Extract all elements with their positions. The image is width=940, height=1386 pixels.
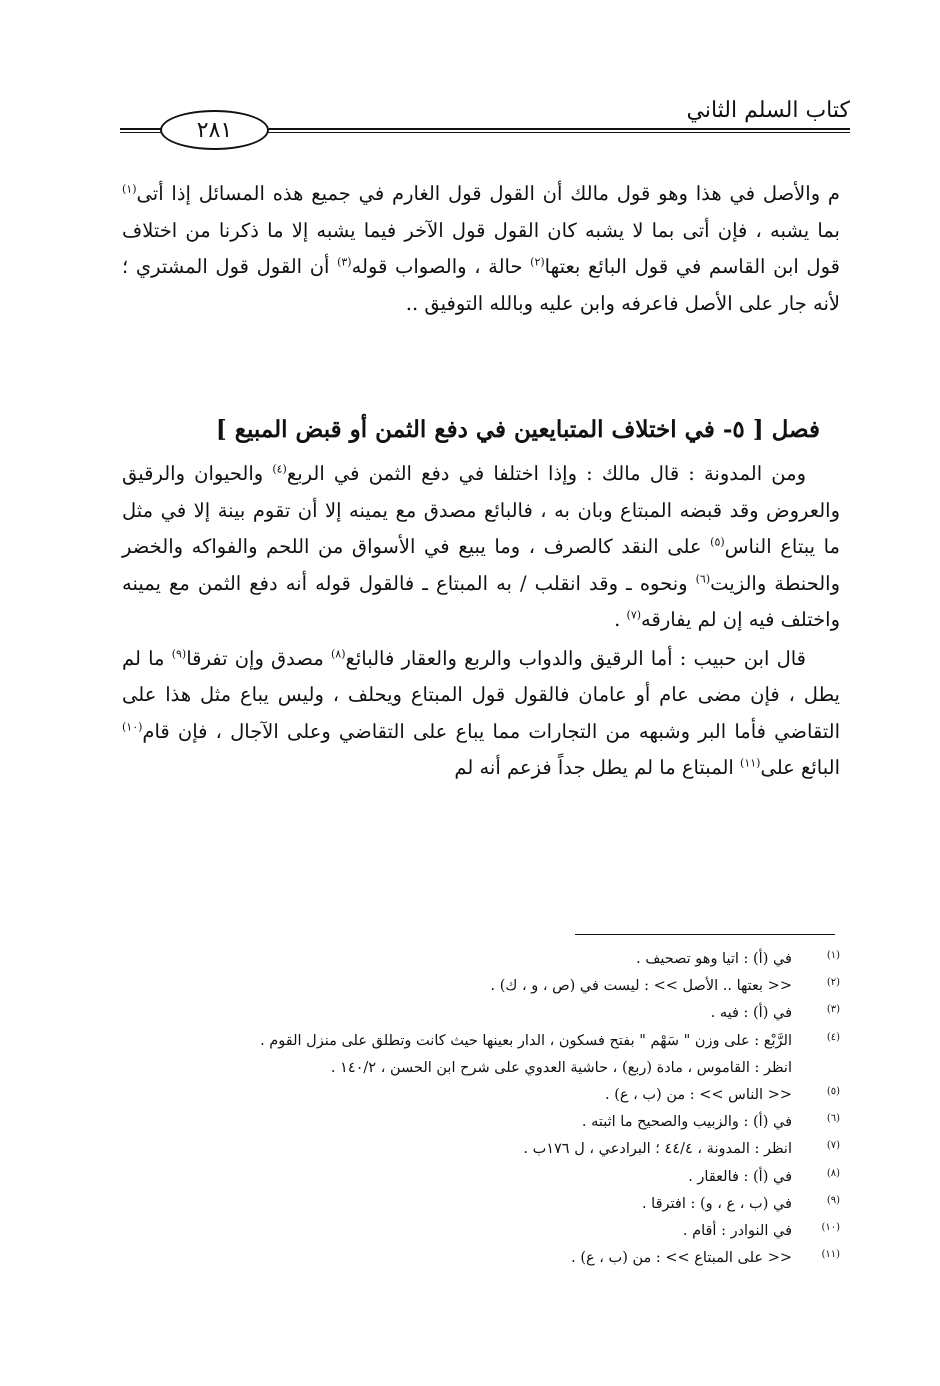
- footnote-3: [100, 1000, 840, 1027]
- footnote-text: << على المبتاع >> : من (ب ، ع) .: [571, 1250, 792, 1267]
- footnote-2: [100, 973, 840, 1000]
- text-run: .: [614, 608, 627, 631]
- footnote-ref: (١١): [740, 756, 761, 770]
- paragraph-1: [122, 176, 840, 322]
- footnote-text: في (أ) : والزبيب والصحيح ما اثبته .: [581, 1114, 792, 1131]
- footnote-text: في (أ) : فالعقار .: [688, 1168, 792, 1185]
- footnote-ref: (٥): [710, 535, 725, 549]
- section-heading: فصل [ ٥- في اختلاف المتبايعين في دفع الثمن أو قبض المبيع ]: [215, 416, 820, 443]
- text-run: على النقد كالصرف ، وما يبيع في الأسواق من اللحم والفواكه والخضر والحنطة والزيت: [122, 535, 840, 595]
- footnote-11: [100, 1245, 840, 1272]
- footnote-number: (٤): [826, 1031, 840, 1043]
- text-run: المبتاع ما لم يطل جداً فزعم أنه لم: [454, 756, 741, 779]
- footnote-ref: (٧): [626, 608, 642, 622]
- footnote-number: (٢): [826, 977, 840, 989]
- footnote-4: [100, 1028, 840, 1055]
- footnote-text: في (أ) : فيه .: [710, 1005, 792, 1022]
- footnote-7: [100, 1136, 840, 1163]
- footnote-number: (٨): [826, 1167, 840, 1179]
- footnote-text: في (أ) : اتيا وهو تصحيف .: [636, 951, 792, 967]
- footnote-text: في النوادر : أقام .: [682, 1223, 792, 1240]
- footnote-ref: (٨): [330, 647, 346, 660]
- footnote-number: (٧): [826, 1140, 840, 1152]
- footnote-ref: (٩): [171, 647, 187, 660]
- text-run: م والأصل في هذا وهو قول مالك أن القول قول الغارم في جميع هذه المسائل إذا أتى: [136, 182, 840, 205]
- footnote-ref: (٢): [530, 255, 545, 269]
- text-run: بما يشبه ، فإن أتى بما لا يشبه كان القول قول الآخر فيما يشبه إلا ما ذكرنا من اختلاف قول ابن القاسم في قول البائع بعتها: [122, 218, 840, 278]
- footnote-ref: (٦): [695, 572, 711, 585]
- footnote-5: [100, 1082, 840, 1109]
- page-number-oval: [160, 110, 269, 150]
- footnote-1: [100, 946, 840, 973]
- footnote-text: في (ب ، ع ، و) : افترقا .: [641, 1195, 792, 1212]
- footnote-number: (١): [826, 950, 840, 961]
- text-run: ونحوه ـ وقد انقلب / به المبتاع ـ فالقول قوله أنه دفع الثمن مع يمينه واختلف فيه إن لم يفارقه: [122, 571, 840, 631]
- footnote-number: (٩): [826, 1194, 840, 1206]
- footnote-text: انظر : المدونة ، ٤٤/٤ ؛ البرادعي ، ل ١٧٦ب .: [523, 1141, 792, 1158]
- text-run: مصدق وإن تفرقا: [186, 646, 331, 670]
- text-run: ما لم يطل ، فإن مضى عام أو عامان فالقول قول المبتاع ويحلف ، وليس يباع مثل هذا على التقاضي فأما البر وشبهه من التجارات مما يباع على التقاضي وعلى الآجال ، فإن قام: [122, 646, 840, 743]
- text-run: قال ابن حبيب : أما الرقيق والدواب والربع والعقار فالبائع: [345, 646, 807, 670]
- running-title: كتاب السلم الثاني: [686, 98, 850, 123]
- paragraph-3: [122, 641, 840, 787]
- footnote-9: [100, 1191, 840, 1218]
- paragraph-2: [122, 456, 840, 639]
- text-run: ومن المدونة : قال مالك : وإذا اختلفا في دفع الثمن في الربع: [286, 462, 806, 485]
- footnote-text: << الناس >> : من (ب ، ع) .: [604, 1087, 792, 1104]
- footnote-separator: [575, 934, 835, 935]
- text-run: والحيوان والرقيق والعروض وقد قبضه المبتاع وبان به ، فالبائع مصدق مع يمينه إلا أن تقوم بينة إلا في مثل ما يبتاع الناس: [122, 462, 841, 558]
- page-header: [120, 92, 850, 142]
- text-run: حالة ، والصواب قوله: [351, 255, 531, 278]
- footnote-ref: (٤): [272, 462, 287, 476]
- footnote-number: (٥): [826, 1086, 840, 1098]
- footnote-4-continuation: انظر : القاموس ، مادة (ربع) ، حاشية العدوي على شرح ابن الحسن ، ١٤٠/٢ .: [330, 1059, 792, 1076]
- footnote-number: (١٠): [821, 1222, 840, 1234]
- footnote-ref: (٣): [337, 255, 352, 269]
- footnote-8: [100, 1164, 840, 1191]
- footnote-text: << بعتها .. الأصل >> : ليست في (ص ، و ، ك) .: [490, 978, 792, 995]
- footnote-6: [100, 1109, 840, 1136]
- footnotes: [100, 946, 840, 1272]
- page-number: ٢٨١: [196, 117, 233, 143]
- footnote-ref: (١): [122, 182, 137, 196]
- footnote-number: (٦): [826, 1113, 840, 1125]
- footnote-text: الرَّبْع : على وزن " سَهْم " بفتح فسكون ، الدار بعينها حيث كانت وتطلق على منزل القوم .: [260, 1032, 792, 1049]
- text-run: أن القول قول المشتري ؛ لأنه جار على الأصل فاعرفه وابن عليه وبالله التوفيق ..: [122, 255, 840, 315]
- footnote-number: (١١): [821, 1249, 840, 1261]
- footnote-number: (٣): [826, 1004, 840, 1016]
- footnote-10: [100, 1218, 840, 1245]
- text-run: البائع على: [760, 756, 840, 779]
- paragraphs-2-3: [122, 456, 840, 787]
- footnote-ref: (١٠): [122, 720, 143, 733]
